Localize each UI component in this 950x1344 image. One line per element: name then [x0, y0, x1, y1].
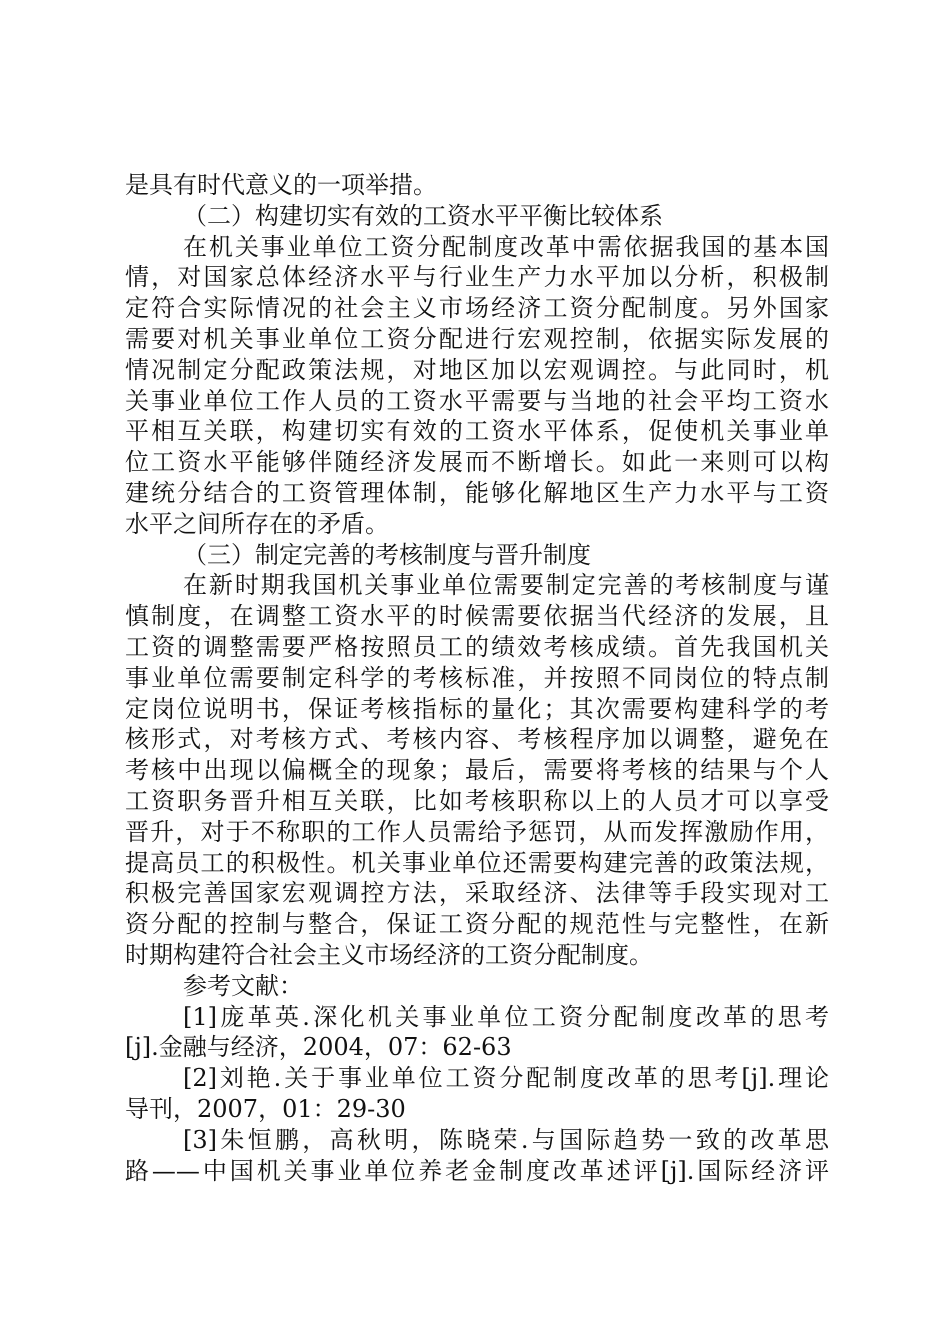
text-line: （二）构建切实有效的工资水平平衡比较体系: [183, 201, 663, 230]
text-line: 提高员工的积极性。机关事业单位还需要构建完善的政策法规，: [125, 848, 829, 877]
text-line: [1]庞革英.深化机关事业单位工资分配制度改革的思考: [183, 1002, 829, 1031]
text-line: （三）制定完善的考核制度与晋升制度: [183, 540, 591, 569]
text-line: 考核中出现以偏概全的现象；最后，需要将考核的结果与个人: [125, 756, 829, 785]
text-line: [j].金融与经济，2004，07：62-63: [125, 1033, 512, 1062]
text-line: 需要对机关事业单位工资分配进行宏观控制，依据实际发展的: [125, 324, 829, 353]
text-line: 晋升，对于不称职的工作人员需给予惩罚，从而发挥激励作用，: [125, 817, 829, 846]
document-body: [125, 170, 829, 1186]
text-line: 积极完善国家宏观调控方法，采取经济、法律等手段实现对工: [125, 879, 829, 908]
text-line: 位工资水平能够伴随经济发展而不断增长。如此一来则可以构: [125, 448, 829, 477]
text-line: 工资职务晋升相互关联，比如考核职称以上的人员才可以享受: [125, 786, 829, 815]
text-line: 资分配的控制与整合，保证工资分配的规范性与完整性，在新: [125, 910, 829, 939]
text-line: 情况制定分配政策法规，对地区加以宏观调控。与此同时，机: [125, 355, 829, 384]
text-line: 参考文献：: [183, 971, 303, 1000]
text-line: 核形式，对考核方式、考核内容、考核程序加以调整，避免在: [125, 725, 829, 754]
text-line: 慎制度，在调整工资水平的时候需要依据当代经济的发展，且: [125, 602, 829, 631]
text-line: 关事业单位工作人员的工资水平需要与当地的社会平均工资水: [125, 386, 829, 415]
text-line: [3]朱恒鹏，高秋明，陈晓荣.与国际趋势一致的改革思: [183, 1125, 829, 1154]
text-line: 导刊，2007，01：29-30: [125, 1094, 406, 1123]
text-line: 情，对国家总体经济水平与行业生产力水平加以分析，积极制: [125, 263, 829, 292]
text-line: 平相互关联，构建切实有效的工资水平体系，促使机关事业单: [125, 417, 829, 446]
text-line: 建统分结合的工资管理体制，能够化解地区生产力水平与工资: [125, 478, 829, 507]
text-line: 在机关事业单位工资分配制度改革中需依据我国的基本国: [183, 232, 829, 261]
text-line: 事业单位需要制定科学的考核标准，并按照不同岗位的特点制: [125, 663, 829, 692]
text-line: [2]刘艳.关于事业单位工资分配制度改革的思考[j].理论: [183, 1064, 829, 1093]
text-line: 水平之间所存在的矛盾。: [125, 509, 389, 538]
text-line: 是具有时代意义的一项举措。: [125, 171, 437, 199]
text-line: 定岗位说明书，保证考核指标的量化；其次需要构建科学的考: [125, 694, 829, 723]
text-line: 工资的调整需要严格按照员工的绩效考核成绩。首先我国机关: [125, 632, 829, 661]
text-line: 定符合实际情况的社会主义市场经济工资分配制度。另外国家: [125, 294, 829, 323]
text-line: 时期构建符合社会主义市场经济的工资分配制度。: [125, 940, 653, 969]
text-line: 在新时期我国机关事业单位需要制定完善的考核制度与谨: [183, 571, 829, 600]
text-line: 路——中国机关事业单位养老金制度改革述评[j].国际经济评: [125, 1156, 829, 1185]
